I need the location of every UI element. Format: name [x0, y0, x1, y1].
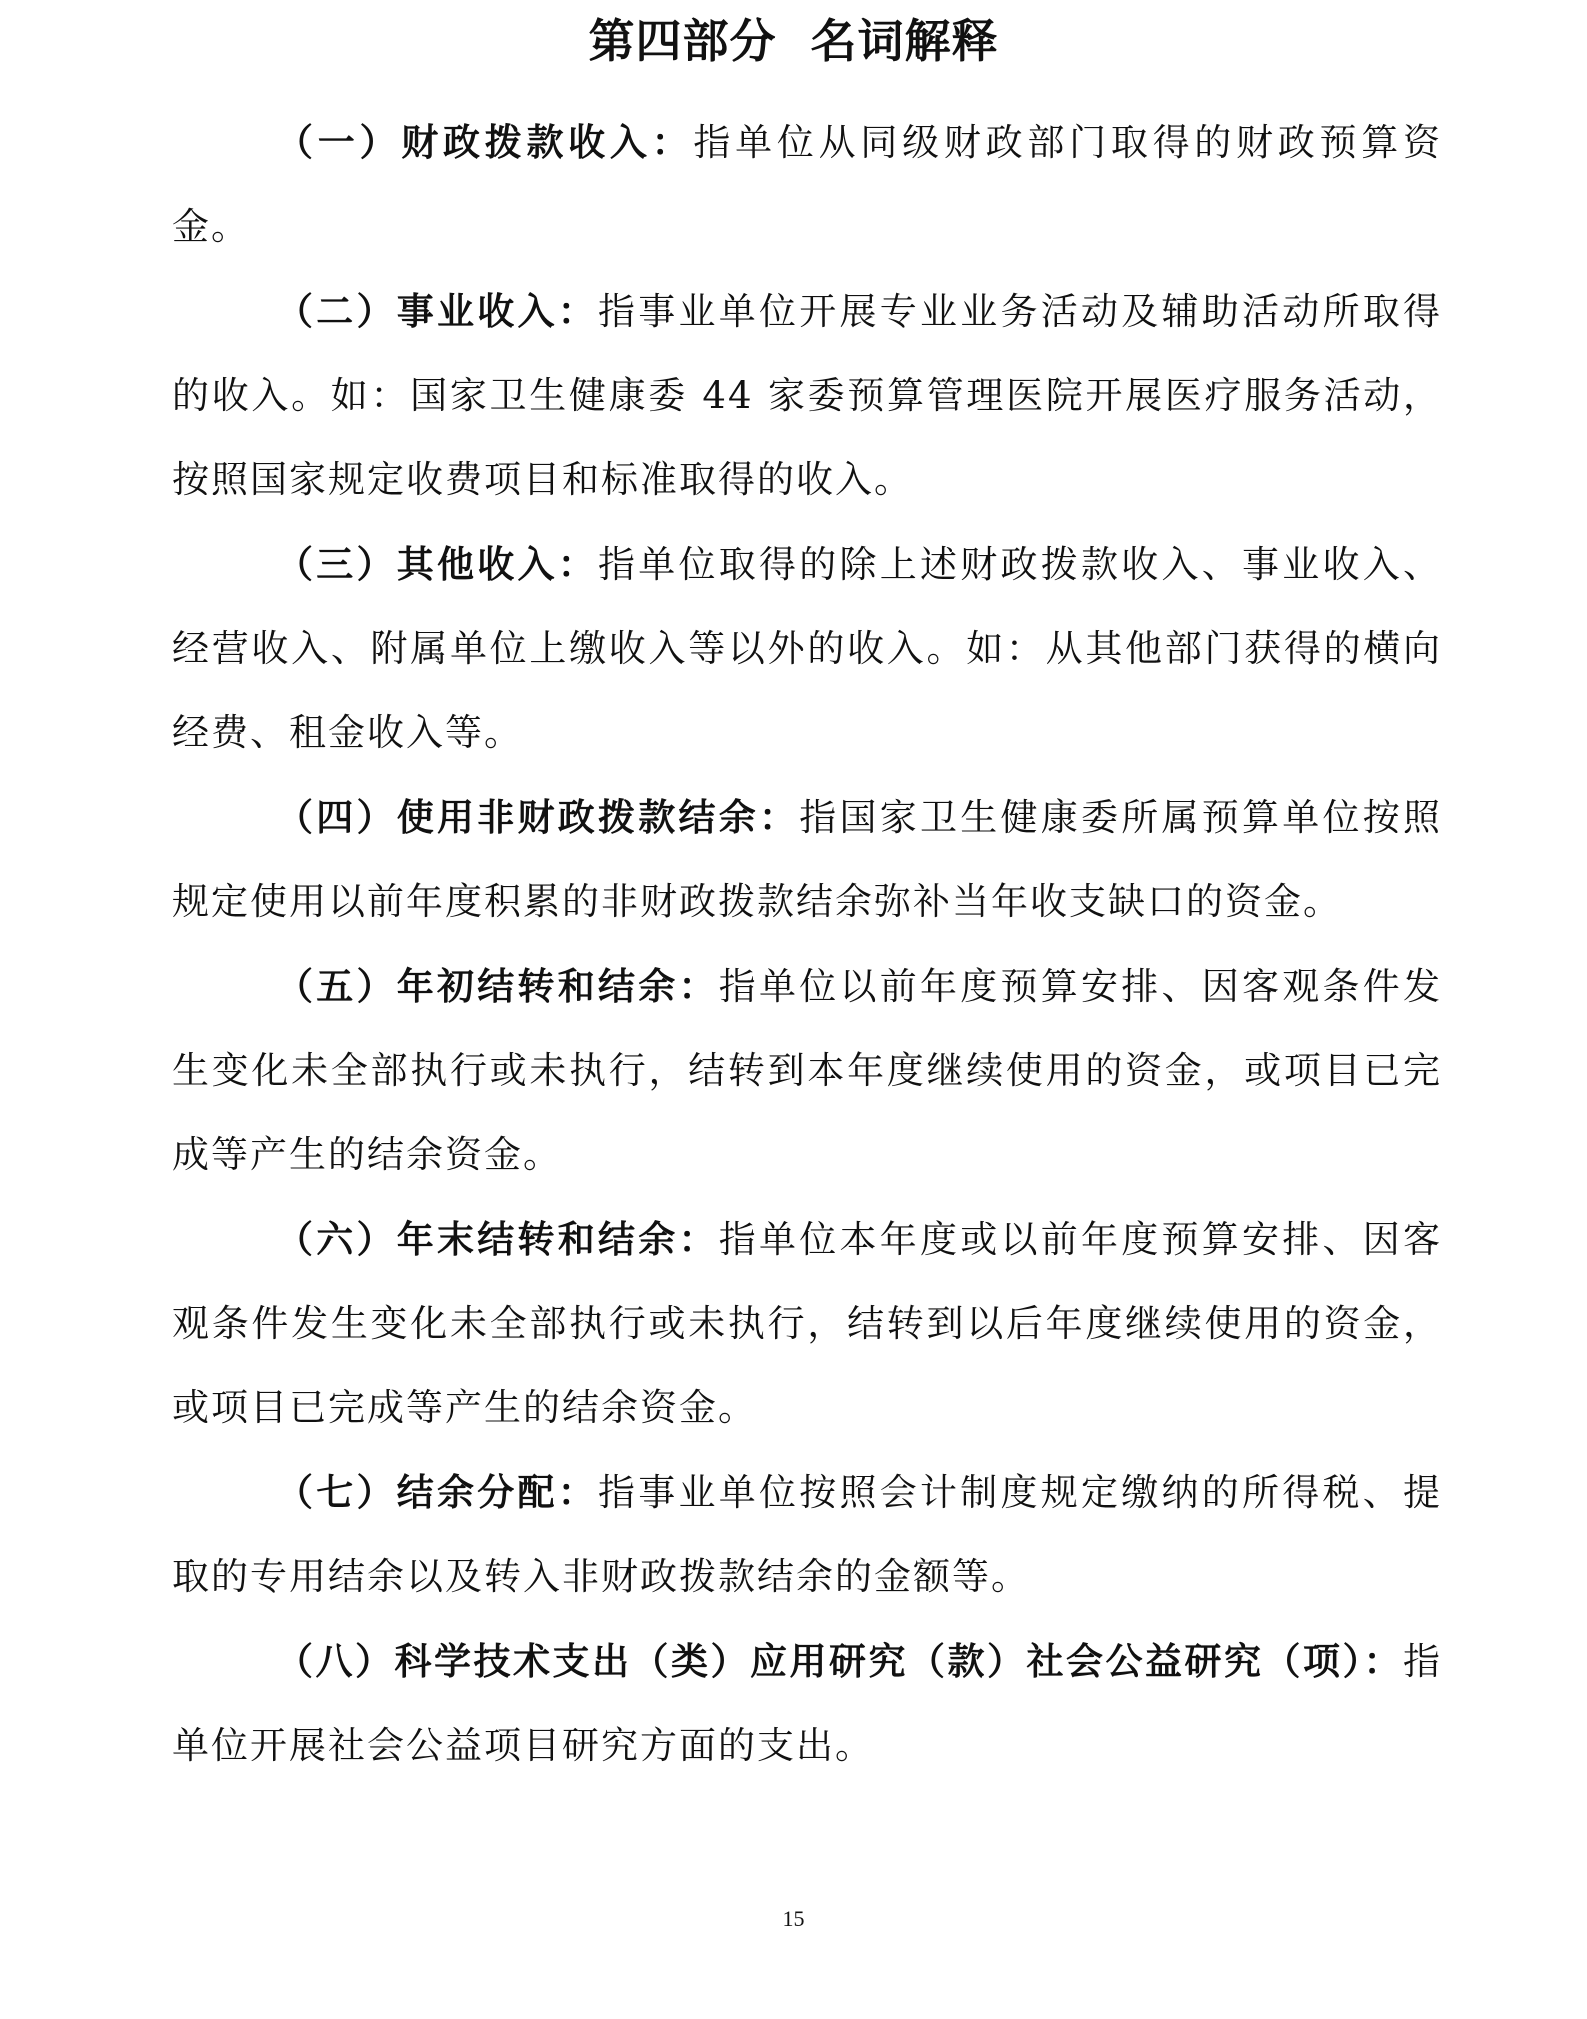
definition-term: （四）使用非财政拨款结余： — [276, 795, 800, 839]
definitions-list — [172, 100, 1442, 1788]
definition-3 — [172, 522, 1442, 775]
definition-term: （六）年末结转和结余： — [276, 1217, 719, 1261]
definition-term: （三）其他收入： — [276, 542, 598, 586]
definition-term: （五）年初结转和结余： — [276, 964, 719, 1008]
page-title: 第四部分 名词解释 — [588, 14, 999, 68]
definition-text: 指单位以前年度预算安排、因客观条件发生变化未全部执行或未执行，结转到本年度继续使用的资金，或项目已完成等产生的结余资金。 — [172, 965, 1442, 1176]
definition-5 — [172, 944, 1442, 1197]
definition-term: （一）财政拨款收入： — [276, 120, 694, 164]
definition-8 — [172, 1619, 1442, 1788]
definition-text: 指事业单位按照会计制度规定缴纳的所得税、提取的专用结余以及转入非财政拨款结余的金额等。 — [172, 1471, 1442, 1598]
definition-text: 指单位取得的除上述财政拨款收入、事业收入、经营收入、附属单位上缴收入等以外的收入。如：从其他部门获得的横向经费、租金收入等。 — [172, 543, 1442, 754]
definition-7 — [172, 1450, 1442, 1619]
definition-4 — [172, 775, 1442, 944]
definition-term: （二）事业收入： — [276, 289, 598, 333]
definition-6 — [172, 1197, 1442, 1450]
definition-term: （八）科学技术支出（类）应用研究（款）社会公益研究（项）： — [276, 1639, 1403, 1683]
definition-text: 指单位开展社会公益项目研究方面的支出。 — [172, 1640, 1442, 1767]
definition-text: 指单位本年度或以前年度预算安排、因客观条件发生变化未全部执行或未执行，结转到以后年度继续使用的资金，或项目已完成等产生的结余资金。 — [172, 1218, 1442, 1429]
definition-text: 指事业单位开展专业业务活动及辅助活动所取得的收入。如：国家卫生健康委 44 家委预算管理医院开展医疗服务活动，按照国家规定收费项目和标准取得的收入。 — [172, 290, 1442, 501]
definition-1 — [172, 100, 1442, 269]
definition-text: 指国家卫生健康委所属预算单位按照规定使用以前年度积累的非财政拨款结余弥补当年收支缺口的资金。 — [172, 796, 1442, 923]
page-number: 15 — [782, 1906, 805, 1931]
definition-text: 指单位从同级财政部门取得的财政预算资金。 — [172, 121, 1443, 248]
definition-term: （七）结余分配： — [276, 1470, 598, 1514]
definition-2 — [172, 269, 1442, 522]
